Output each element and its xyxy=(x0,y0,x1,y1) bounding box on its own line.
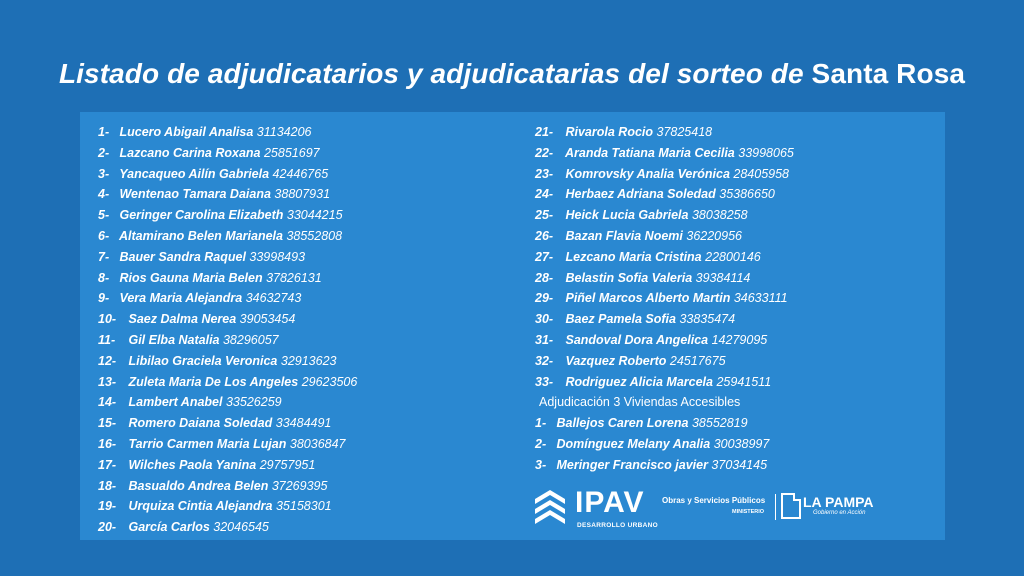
item-name: Romero Daiana Soledad xyxy=(128,416,273,431)
item-name: Meringer Francisco javier xyxy=(556,457,708,472)
item-name: Rivarola Rocio xyxy=(565,125,654,139)
list-item xyxy=(535,309,794,330)
list-item xyxy=(98,309,357,330)
item-name: Wilches Paola Yanina xyxy=(128,457,257,472)
item-dni: 14279095 xyxy=(711,332,768,347)
list-item xyxy=(535,143,794,164)
list-item xyxy=(535,226,794,247)
ipav-subtitle: DESARROLLO URBANO xyxy=(577,522,658,529)
item-dni: 39053454 xyxy=(239,312,296,327)
list-item xyxy=(535,413,794,434)
item-number: 19- xyxy=(98,499,117,514)
item-dni: 37034145 xyxy=(711,457,768,472)
list-item xyxy=(98,143,357,164)
item-name: Rodriguez Alicia Marcela xyxy=(565,374,713,389)
item-number: 16- xyxy=(98,436,117,451)
item-name: Urquiza Cintia Alejandra xyxy=(128,499,273,514)
item-dni: 28405958 xyxy=(733,166,790,181)
list-item xyxy=(98,205,357,226)
item-name: Libilao Graciela Veronica xyxy=(128,353,278,368)
item-number: 22- xyxy=(535,145,554,160)
item-number: 30- xyxy=(535,312,554,327)
item-number: 31- xyxy=(535,332,554,347)
item-number: 7- xyxy=(98,249,110,264)
list-column-left xyxy=(98,122,357,538)
list-item xyxy=(535,330,794,351)
list-item xyxy=(535,288,794,309)
item-name: Herbaez Adriana Soledad xyxy=(565,187,716,202)
item-number: 3- xyxy=(535,457,547,472)
item-name: Wentenao Tamara Daiana xyxy=(119,187,271,202)
item-dni: 38552808 xyxy=(286,228,343,243)
item-number: 1- xyxy=(98,125,110,139)
item-number: 13- xyxy=(98,374,117,389)
item-number: 29- xyxy=(535,291,554,306)
item-dni: 38552819 xyxy=(691,416,748,431)
item-name: Ballejos Caren Lorena xyxy=(556,416,689,431)
footer-logos xyxy=(535,486,935,536)
list-item xyxy=(98,413,357,434)
item-dni: 35158301 xyxy=(275,499,332,514)
item-number: 23- xyxy=(535,166,554,181)
list-item xyxy=(535,372,794,393)
page-title xyxy=(0,58,1024,90)
item-name: Vazquez Roberto xyxy=(565,353,667,368)
item-name: Zuleta Maria De Los Angeles xyxy=(128,374,299,389)
item-number: 9- xyxy=(98,291,110,306)
item-name: Yancaqueo Ailín Gabriela xyxy=(119,166,270,181)
list-item xyxy=(98,351,357,372)
item-dni: 37825418 xyxy=(656,125,713,139)
item-name: Lucero Abigail Analisa xyxy=(119,125,254,139)
list-item xyxy=(98,372,357,393)
item-name: Sandoval Dora Angelica xyxy=(565,332,709,347)
list-item xyxy=(98,434,357,455)
item-dni: 22800146 xyxy=(705,249,761,264)
item-number: 18- xyxy=(98,478,117,493)
ministry-label: MINISTERIO xyxy=(732,509,765,515)
item-number: 5- xyxy=(98,208,110,223)
list-item xyxy=(535,434,794,455)
item-dni: 39384114 xyxy=(695,270,751,285)
list-item xyxy=(535,455,794,476)
item-number: 21- xyxy=(535,125,554,139)
item-number: 27- xyxy=(535,249,554,264)
item-dni: 37269395 xyxy=(271,478,328,493)
list-panel xyxy=(80,112,945,540)
la-pampa-map-icon xyxy=(780,492,802,520)
item-number: 8- xyxy=(98,270,110,285)
title-prefix: Listado de adjudicatarios y adjudicatarias del sorteo de xyxy=(58,58,812,89)
footer-divider xyxy=(775,494,776,520)
item-name: Saez Dalma Nerea xyxy=(128,312,237,327)
item-dni: 38807931 xyxy=(274,187,331,202)
list-item xyxy=(98,455,357,476)
item-dni: 42446765 xyxy=(272,166,329,181)
item-dni: 35386650 xyxy=(719,187,775,202)
item-name: Piñel Marcos Alberto Martin xyxy=(565,291,731,306)
item-dni: 34632743 xyxy=(245,291,302,306)
list-column-right xyxy=(535,122,794,476)
list-item xyxy=(535,164,794,185)
item-name: Geringer Carolina Elizabeth xyxy=(119,208,284,223)
item-name: Rios Gauna Maria Belen xyxy=(119,270,263,285)
item-dni: 29757951 xyxy=(259,457,316,472)
list-item xyxy=(98,122,357,143)
title-place: Santa Rosa xyxy=(811,58,966,89)
item-dni: 25851697 xyxy=(263,145,320,160)
item-dni: 31134206 xyxy=(256,125,312,139)
item-number: 25- xyxy=(535,208,554,223)
list-item xyxy=(98,496,357,517)
item-name: Lezcano Maria Cristina xyxy=(565,249,702,264)
list-item xyxy=(535,122,794,143)
item-number: 33- xyxy=(535,374,554,389)
item-dni: 32913623 xyxy=(280,353,337,368)
list-item xyxy=(535,268,794,289)
list-item xyxy=(98,517,357,538)
item-number: 12- xyxy=(98,353,117,368)
accessible-section-title: Adjudicación 3 Viviendas Accesibles xyxy=(539,395,741,410)
list-item xyxy=(98,247,357,268)
item-number: 20- xyxy=(98,520,117,535)
item-name: Bazan Flavia Noemi xyxy=(565,228,683,243)
item-name: Lazcano Carina Roxana xyxy=(119,145,261,160)
list-item xyxy=(535,205,794,226)
item-name: Bauer Sandra Raquel xyxy=(119,249,246,264)
item-dni: 25941511 xyxy=(716,374,772,389)
item-name: Gil Elba Natalia xyxy=(128,332,220,347)
item-dni: 33484491 xyxy=(275,416,332,431)
list-item xyxy=(98,392,357,413)
item-name: Lambert Anabel xyxy=(128,395,223,410)
item-dni: 29623506 xyxy=(301,374,358,389)
item-number: 2- xyxy=(535,436,547,451)
item-dni: 32046545 xyxy=(213,520,269,535)
list-item xyxy=(535,247,794,268)
item-number: 4- xyxy=(98,187,110,202)
list-item xyxy=(535,351,794,372)
item-number: 26- xyxy=(535,228,554,243)
item-number: 3- xyxy=(98,166,110,181)
item-dni: 24517675 xyxy=(669,353,726,368)
item-name: Aranda Tatiana Maria Cecilia xyxy=(565,145,735,160)
list-item xyxy=(535,184,794,205)
item-number: 28- xyxy=(535,270,554,285)
item-name: Baez Pamela Sofia xyxy=(565,312,676,327)
item-number: 2- xyxy=(98,145,110,160)
list-item xyxy=(98,268,357,289)
item-dni: 38036847 xyxy=(289,436,346,451)
item-number: 6- xyxy=(98,228,110,243)
item-dni: 38296057 xyxy=(222,332,279,347)
item-number: 17- xyxy=(98,457,117,472)
ministry-name: Obras y Servicios Públicos xyxy=(662,496,766,505)
item-name: Altamirano Belen Marianela xyxy=(119,228,283,243)
item-dni: 30038997 xyxy=(713,436,770,451)
item-number: 14- xyxy=(98,395,117,410)
item-number: 24- xyxy=(535,187,554,202)
item-name: Heick Lucia Gabriela xyxy=(565,208,689,223)
province-name: LA PAMPA xyxy=(803,494,874,510)
item-name: García Carlos xyxy=(128,520,210,535)
item-name: Vera Maria Alejandra xyxy=(119,291,243,306)
item-number: 15- xyxy=(98,416,117,431)
item-number: 32- xyxy=(535,353,554,368)
item-dni: 34633111 xyxy=(733,291,788,306)
province-slogan: Gobierno en Acción xyxy=(813,510,866,516)
item-dni: 33044215 xyxy=(286,208,343,223)
item-name: Komrovsky Analia Verónica xyxy=(565,166,730,181)
item-dni: 38038258 xyxy=(691,208,748,223)
item-name: Domínguez Melany Analia xyxy=(556,436,711,451)
item-dni: 33998065 xyxy=(738,145,794,160)
ipav-logo-text: IPAV xyxy=(575,486,645,519)
item-dni: 37826131 xyxy=(266,270,322,285)
item-number: 10- xyxy=(98,312,117,327)
ipav-logo-icon xyxy=(535,490,565,524)
item-dni: 33835474 xyxy=(679,312,736,327)
list-item xyxy=(98,476,357,497)
list-item xyxy=(98,330,357,351)
list-item xyxy=(98,164,357,185)
item-number: 1- xyxy=(535,416,547,431)
item-dni: 33526259 xyxy=(225,395,282,410)
item-dni: 36220956 xyxy=(686,228,742,243)
list-item xyxy=(98,184,357,205)
item-name: Tarrio Carmen Maria Lujan xyxy=(128,436,287,451)
list-item xyxy=(98,226,357,247)
item-dni: 33998493 xyxy=(249,249,306,264)
item-name: Belastin Sofia Valeria xyxy=(565,270,693,285)
item-name: Basualdo Andrea Belen xyxy=(128,478,269,493)
list-item xyxy=(98,288,357,309)
item-number: 11- xyxy=(98,332,116,347)
